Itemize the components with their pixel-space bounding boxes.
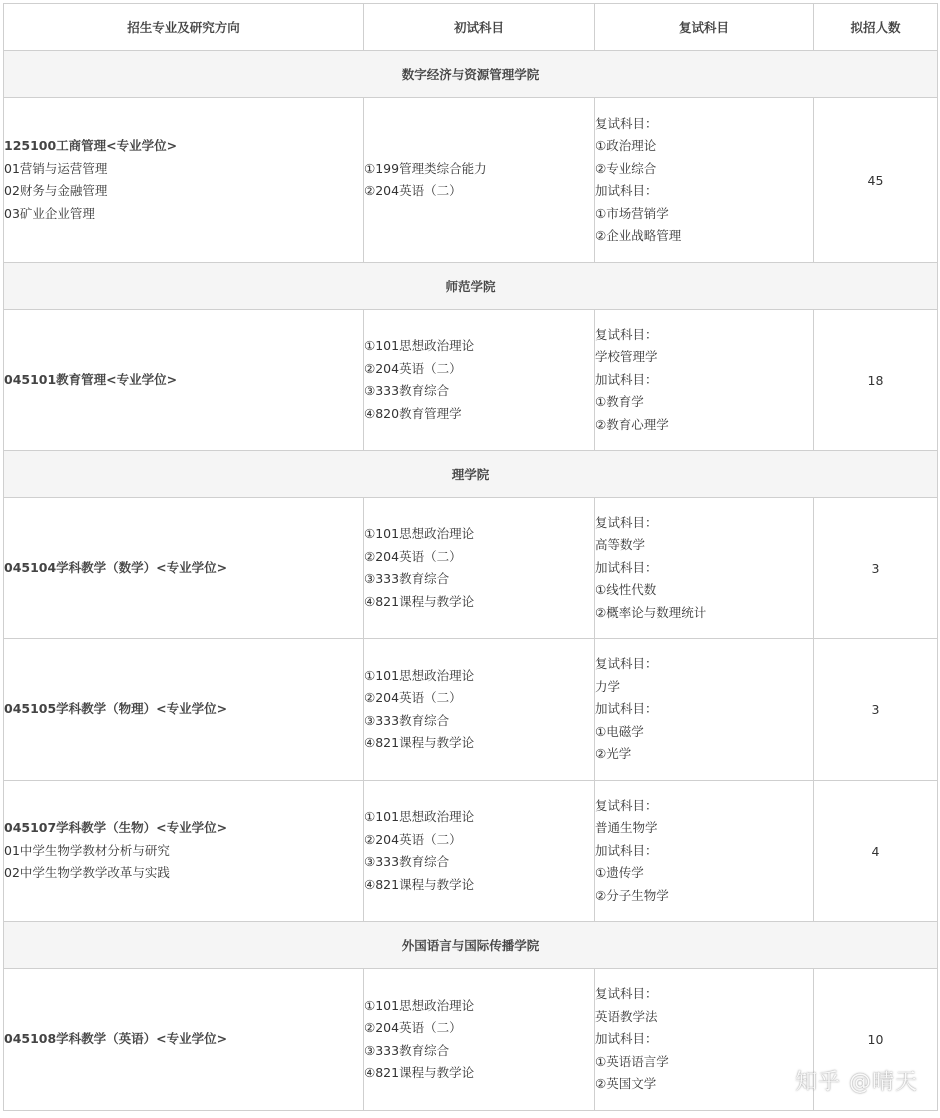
major-title: 045108学科教学（英语）<专业学位> <box>4 1031 228 1047</box>
initial-subject: ①101思想政治理论 <box>364 667 475 683</box>
initial-subject: ④821课程与教学论 <box>364 593 475 609</box>
research-direction: 01营销与运营管理 <box>4 160 108 176</box>
admissions-table <box>3 3 938 1111</box>
table-row <box>4 98 938 263</box>
section-row <box>4 51 938 98</box>
retest-cell <box>595 639 814 781</box>
retest-line: 英语教学法 <box>595 1008 658 1024</box>
major-title: 045105学科教学（物理）<专业学位> <box>4 701 228 717</box>
section-title: 外国语言与国际传播学院 <box>4 922 938 969</box>
major-cell <box>4 781 364 922</box>
retest-line: 普通生物学 <box>595 820 658 836</box>
header-retest: 复试科目 <box>595 4 814 51</box>
section-row <box>4 922 938 969</box>
initial-exam-cell <box>364 498 595 639</box>
initial-exam-cell <box>364 639 595 781</box>
initial-subject: ②204英语（二） <box>364 690 462 705</box>
retest-line: 加试科目： <box>595 559 658 575</box>
initial-subject: ④820教育管理学 <box>364 405 462 421</box>
initial-exam-cell <box>364 781 595 922</box>
initial-subject: ②204英语（二） <box>364 1020 462 1035</box>
retest-line: ①政治理论 <box>595 138 657 153</box>
table-row <box>4 639 938 781</box>
retest-line: 复试科目： <box>595 115 658 131</box>
retest-line: 复试科目： <box>595 656 658 672</box>
retest-line: 复试科目： <box>595 986 658 1002</box>
retest-line: 高等数学 <box>595 537 646 553</box>
quota-cell: 10 <box>814 969 938 1111</box>
retest-line: ①市场营销学 <box>595 205 669 221</box>
retest-line: ②企业战略管理 <box>595 228 682 243</box>
retest-line: ①英语语言学 <box>595 1053 669 1069</box>
initial-exam-cell <box>364 310 595 451</box>
initial-subject: ②204英语（二） <box>364 360 462 376</box>
retest-line: 加试科目： <box>595 371 658 387</box>
initial-exam-cell <box>364 98 595 263</box>
quota-cell: 45 <box>814 98 938 263</box>
retest-line: ②光学 <box>595 746 632 762</box>
major-cell <box>4 498 364 639</box>
initial-subject: ③333教育综合 <box>364 383 450 398</box>
research-direction: 03矿业企业管理 <box>4 205 95 221</box>
initial-subject: ③333教育综合 <box>364 571 450 586</box>
retest-line: ②英国文学 <box>595 1076 657 1092</box>
initial-subject: ④821课程与教学论 <box>364 876 475 892</box>
retest-cell <box>595 498 814 639</box>
section-title: 理学院 <box>4 451 938 498</box>
quota-cell: 18 <box>814 310 938 451</box>
retest-line: 加试科目： <box>595 701 658 717</box>
retest-line: 加试科目： <box>595 842 658 858</box>
major-cell <box>4 310 364 451</box>
retest-cell <box>595 98 814 263</box>
table-row <box>4 310 938 451</box>
retest-line: ①电磁学 <box>595 723 644 739</box>
section-title: 数字经济与资源管理学院 <box>4 51 938 98</box>
research-direction: 02财务与金融管理 <box>4 183 108 198</box>
initial-subject: ④821课程与教学论 <box>364 1065 475 1080</box>
retest-line: ②教育心理学 <box>595 416 669 432</box>
header-initial-exam: 初试科目 <box>364 4 595 51</box>
header-row <box>4 4 938 51</box>
retest-line: ②分子生物学 <box>595 887 669 903</box>
retest-cell <box>595 781 814 922</box>
major-title: 125100工商管理<专业学位> <box>4 138 178 153</box>
research-direction: 01中学生物学教材分析与研究 <box>4 842 170 858</box>
section-row <box>4 451 938 498</box>
retest-line: ②概率论与数理统计 <box>595 604 707 620</box>
retest-line: 复试科目： <box>595 514 658 530</box>
quota-cell: 4 <box>814 781 938 922</box>
header-quota: 拟招人数 <box>814 4 938 51</box>
quota-cell: 3 <box>814 639 938 781</box>
retest-line: ①遗传学 <box>595 865 644 881</box>
retest-line: 学校管理学 <box>595 349 658 365</box>
retest-cell <box>595 969 814 1111</box>
initial-subject: ③333教育综合 <box>364 1042 450 1058</box>
initial-subject: ①101思想政治理论 <box>364 997 475 1013</box>
table-row <box>4 781 938 922</box>
initial-subject: ②204英语（二） <box>364 183 462 198</box>
major-cell <box>4 639 364 781</box>
header-major: 招生专业及研究方向 <box>4 4 364 51</box>
initial-subject: ④821课程与教学论 <box>364 735 475 750</box>
initial-subject: ②204英语（二） <box>364 548 462 564</box>
initial-subject: ①199管理类综合能力 <box>364 160 487 176</box>
major-cell <box>4 969 364 1111</box>
initial-subject: ①101思想政治理论 <box>364 526 475 541</box>
retest-line: ②专业综合 <box>595 160 657 176</box>
table-row <box>4 498 938 639</box>
table-body <box>4 51 938 1111</box>
initial-exam-cell <box>364 969 595 1111</box>
major-title: 045101教育管理<专业学位> <box>4 371 178 387</box>
major-cell <box>4 98 364 263</box>
watermark: 知乎 @晴天 <box>795 1070 918 1095</box>
initial-subject: ②204英语（二） <box>364 831 462 847</box>
major-title: 045107学科教学（生物）<专业学位> <box>4 820 228 836</box>
major-title: 045104学科教学（数学）<专业学位> <box>4 559 228 575</box>
retest-line: 复试科目： <box>595 797 658 813</box>
retest-line: ①教育学 <box>595 394 644 410</box>
retest-line: ①线性代数 <box>595 582 657 598</box>
research-direction: 02中学生物学教学改革与实践 <box>4 865 170 881</box>
quota-cell: 3 <box>814 498 938 639</box>
section-row <box>4 263 938 310</box>
initial-subject: ③333教育综合 <box>364 854 450 869</box>
initial-subject: ③333教育综合 <box>364 712 450 728</box>
retest-line: 加试科目： <box>595 1031 658 1047</box>
initial-subject: ①101思想政治理论 <box>364 809 475 824</box>
retest-line: 复试科目： <box>595 326 658 342</box>
retest-line: 加试科目： <box>595 183 658 198</box>
section-title: 师范学院 <box>4 263 938 310</box>
retest-line: 力学 <box>595 678 621 694</box>
initial-subject: ①101思想政治理论 <box>364 338 475 353</box>
retest-cell <box>595 310 814 451</box>
